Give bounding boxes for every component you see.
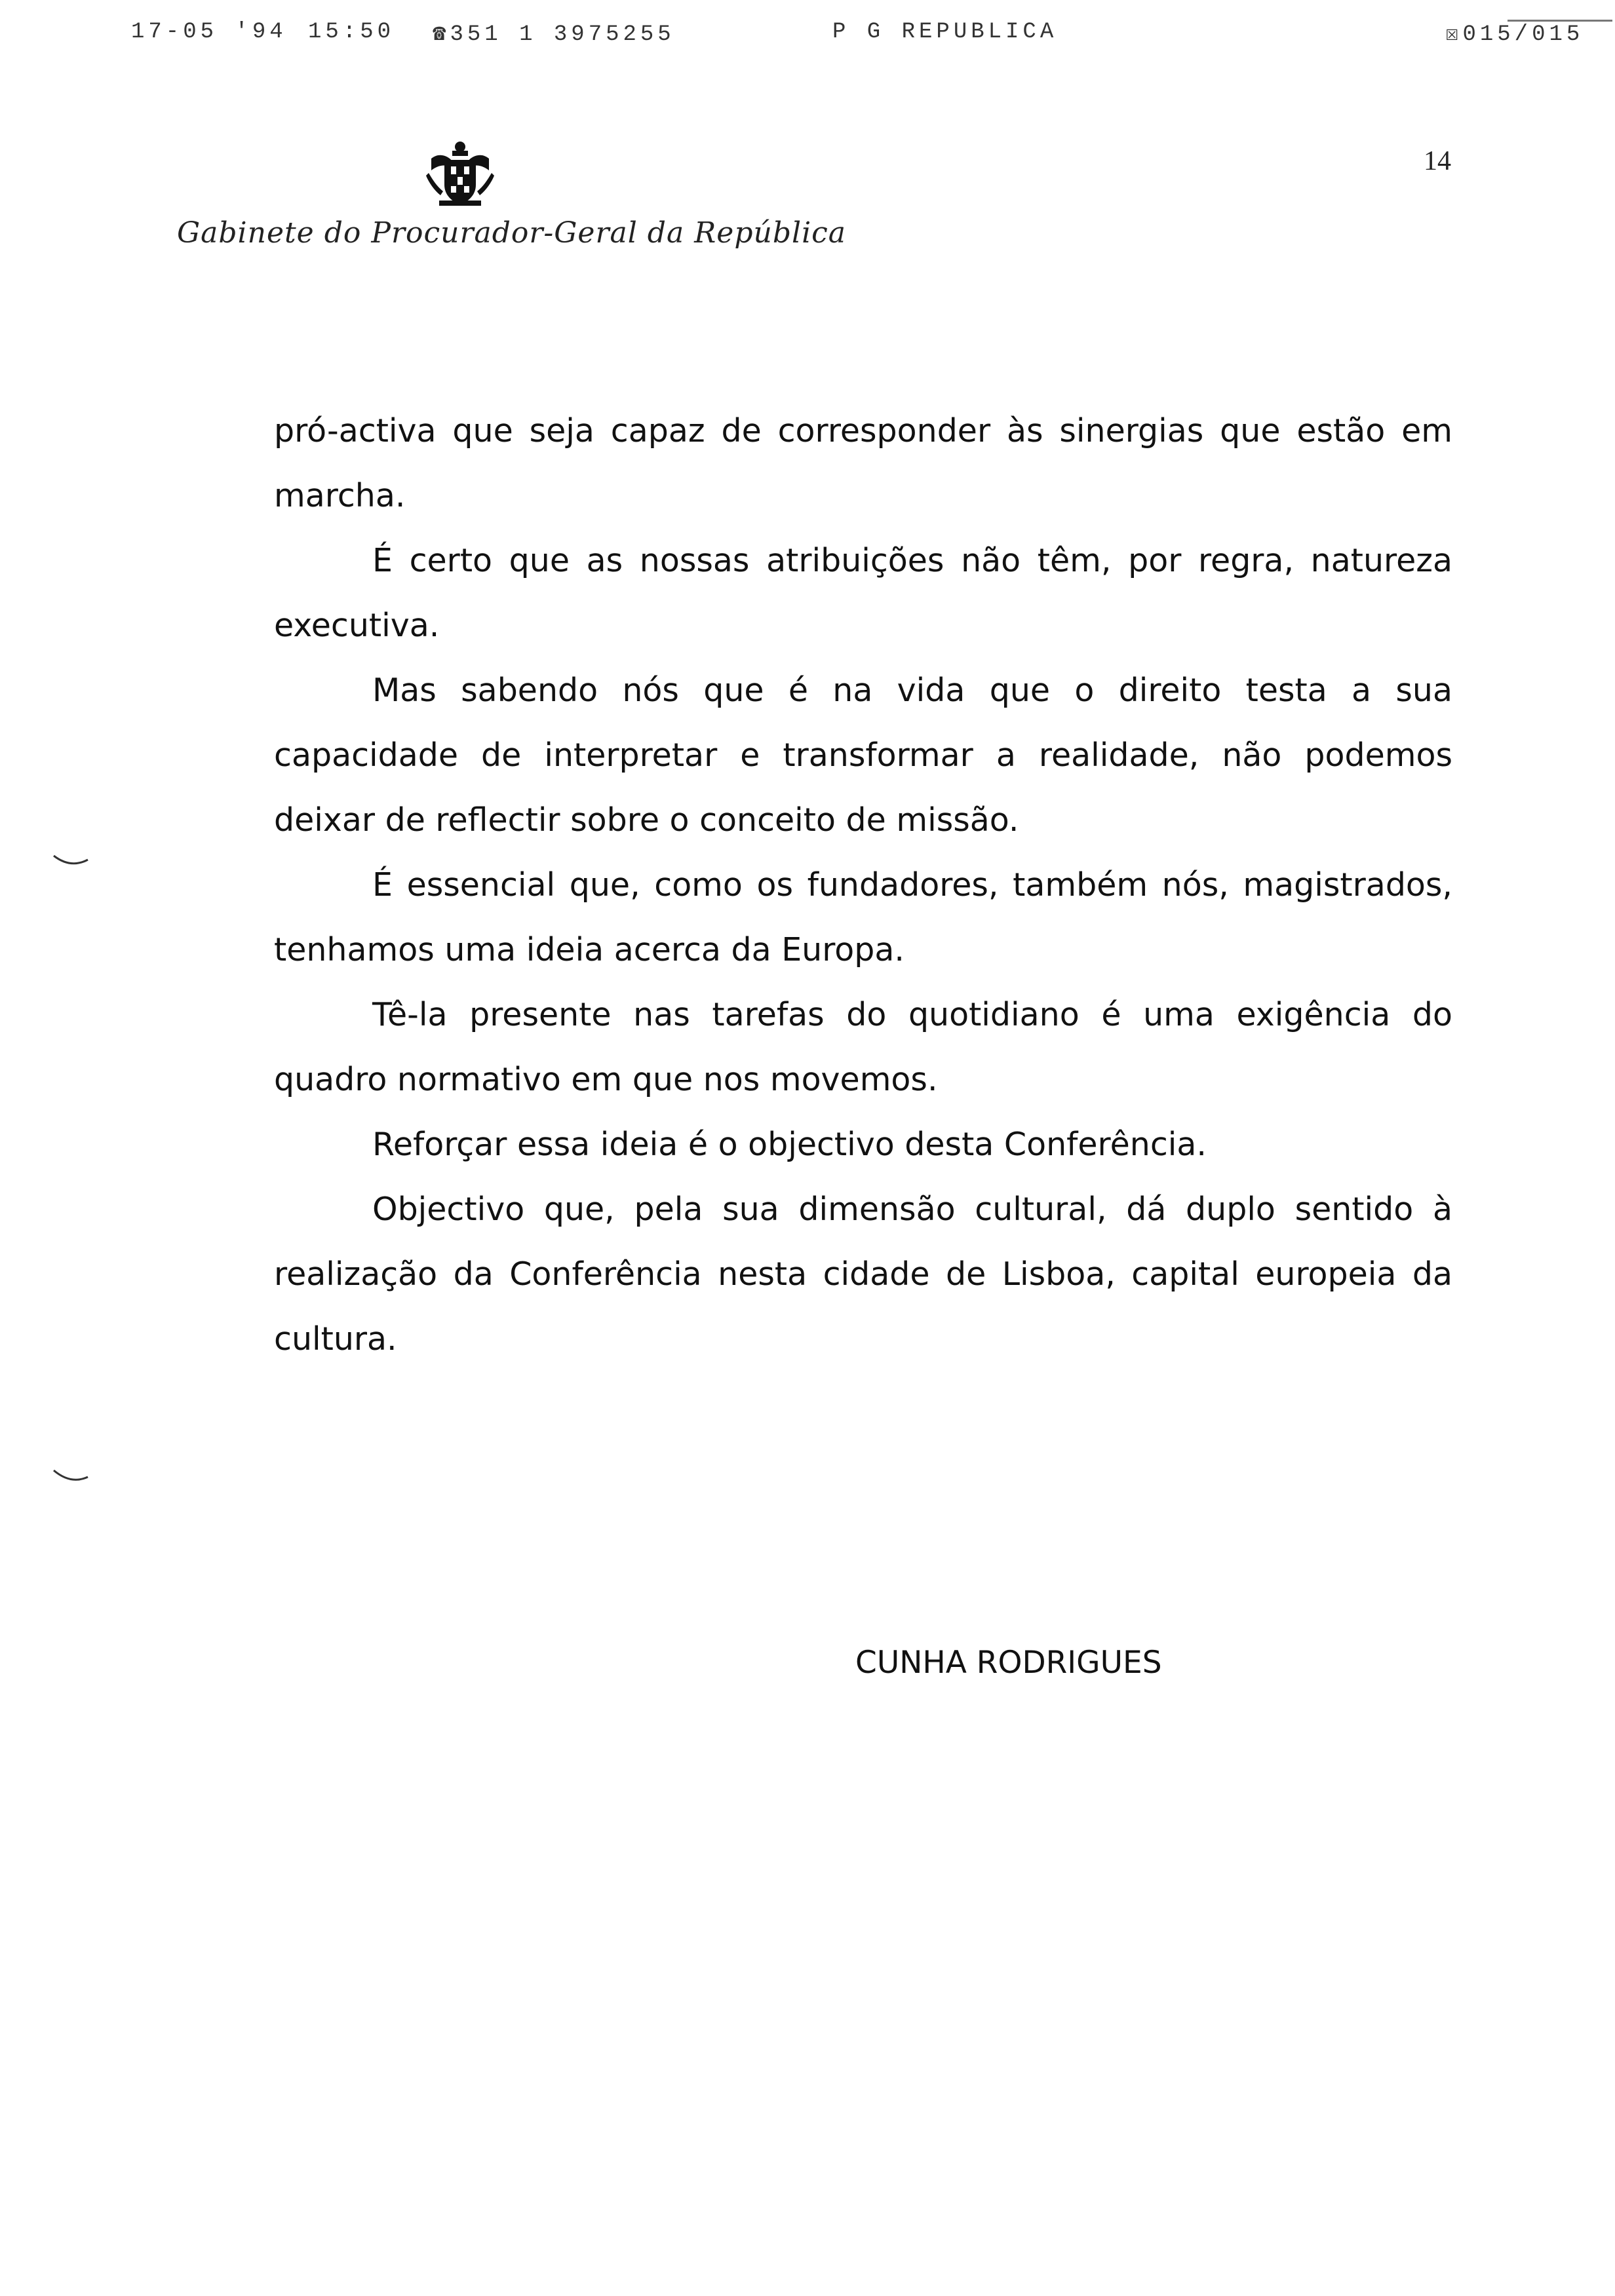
fax-sender: P G REPUBLICA [832,20,1058,45]
paragraph: É essencial que, como os fundadores, também nós, magistrados, tenhamos uma ideia acerca da Europa. [274,866,1452,968]
fax-phone-number: ☎351 1 3975255 [433,22,675,47]
fax-time: 15:50 [308,20,395,45]
paragraph: Mas sabendo nós que é na vida que o direito testa a sua capacidade de interpretar e transformar a realidade, não podemos deixar de reflectir sobre o conceito de missão. [274,672,1452,839]
hole-punch-mark [51,1468,90,1483]
page-number: 14 [1424,146,1451,176]
letter-body [274,398,1452,1371]
signature-name: CUNHA RODRIGUES [855,1645,1162,1681]
hole-punch-mark [51,852,90,868]
paragraph: Tê-la presente nas tarefas do quotidiano é uma exigência do quadro normativo em que nos movemos. [274,996,1452,1098]
paragraph: Reforçar essa ideia é o objectivo desta Conferência. [372,1126,1207,1163]
fax-header-rule [1508,20,1612,22]
paragraph: É certo que as nossas atribuições não têm, por regra, natureza executiva. [274,542,1452,644]
fax-header [0,20,1615,59]
paragraph: pró-activa que seja capaz de corresponder às sinergias que estão em marcha. [274,412,1452,514]
coat-of-arms-icon [419,139,501,211]
letterhead-office-name: Gabinete do Procurador-Geral da República [177,216,847,250]
paragraph: Objectivo que, pela sua dimensão cultural, dá duplo sentido à realização da Conferência nesta cidade de Lisboa, capital europeia da cultura. [274,1191,1452,1358]
fax-page-count: ☒015/015 [1445,22,1584,47]
fax-date: 17-05 '94 [131,20,287,45]
